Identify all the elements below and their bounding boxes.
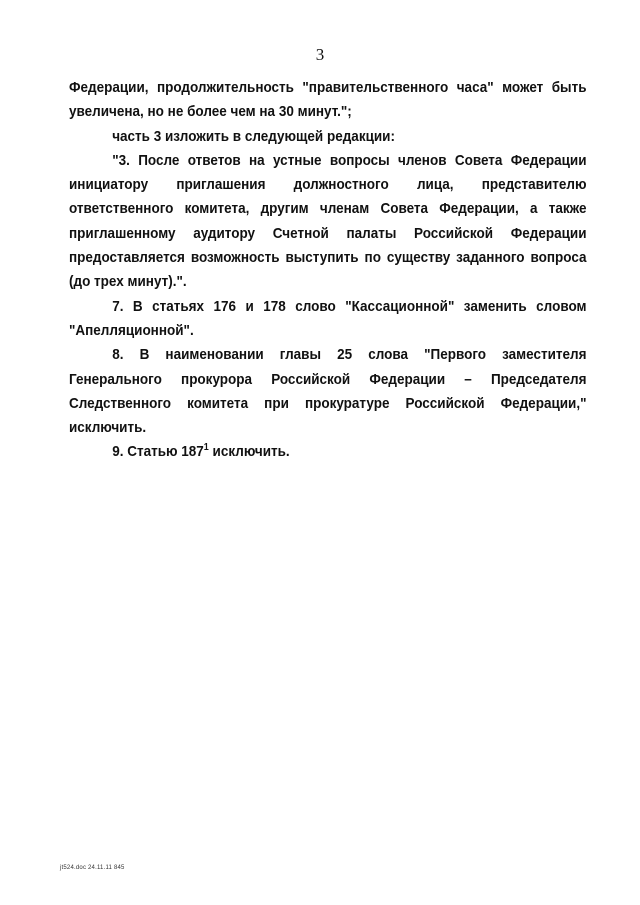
paragraph-2: часть 3 изложить в следующей редакции: [112, 127, 395, 145]
paragraph-6 [69, 440, 587, 464]
paragraph-4: 7. В статьях 176 и 178 слово "Кассационной" заменить словом "Апелляционной". [69, 297, 587, 339]
superscript: 1 [203, 442, 209, 454]
paragraph-6-text-end: исключить. [208, 443, 290, 461]
document-body [69, 76, 587, 465]
paragraph-1: Федерации, продолжительность "правительственного часа" может быть увеличена, но не более чем на 30 минут."; [69, 79, 587, 121]
footer-file-info: jt524.doc 24.11.11 845 [60, 865, 125, 871]
paragraph-5: 8. В наименовании главы 25 слова "Первого заместителя Генерального прокурора Российской Федерации – Председателя Следственного комитета при прокуратуре Российской Федерации," исключить. [69, 346, 587, 437]
paragraph-3: "3. После ответов на устные вопросы членов Совета Федерации инициатору приглашения должностного лица, представителю ответственного комитета, другим членам Совета Федерации, а также приглашенному аудитору Счетной палаты Российской Федерации предоставляется возможность выступить по существу заданного вопроса (до трех минут).". [69, 151, 587, 291]
page-number: 3 [315, 45, 325, 64]
paragraph-6-text: 9. Статью 187 [112, 443, 204, 461]
